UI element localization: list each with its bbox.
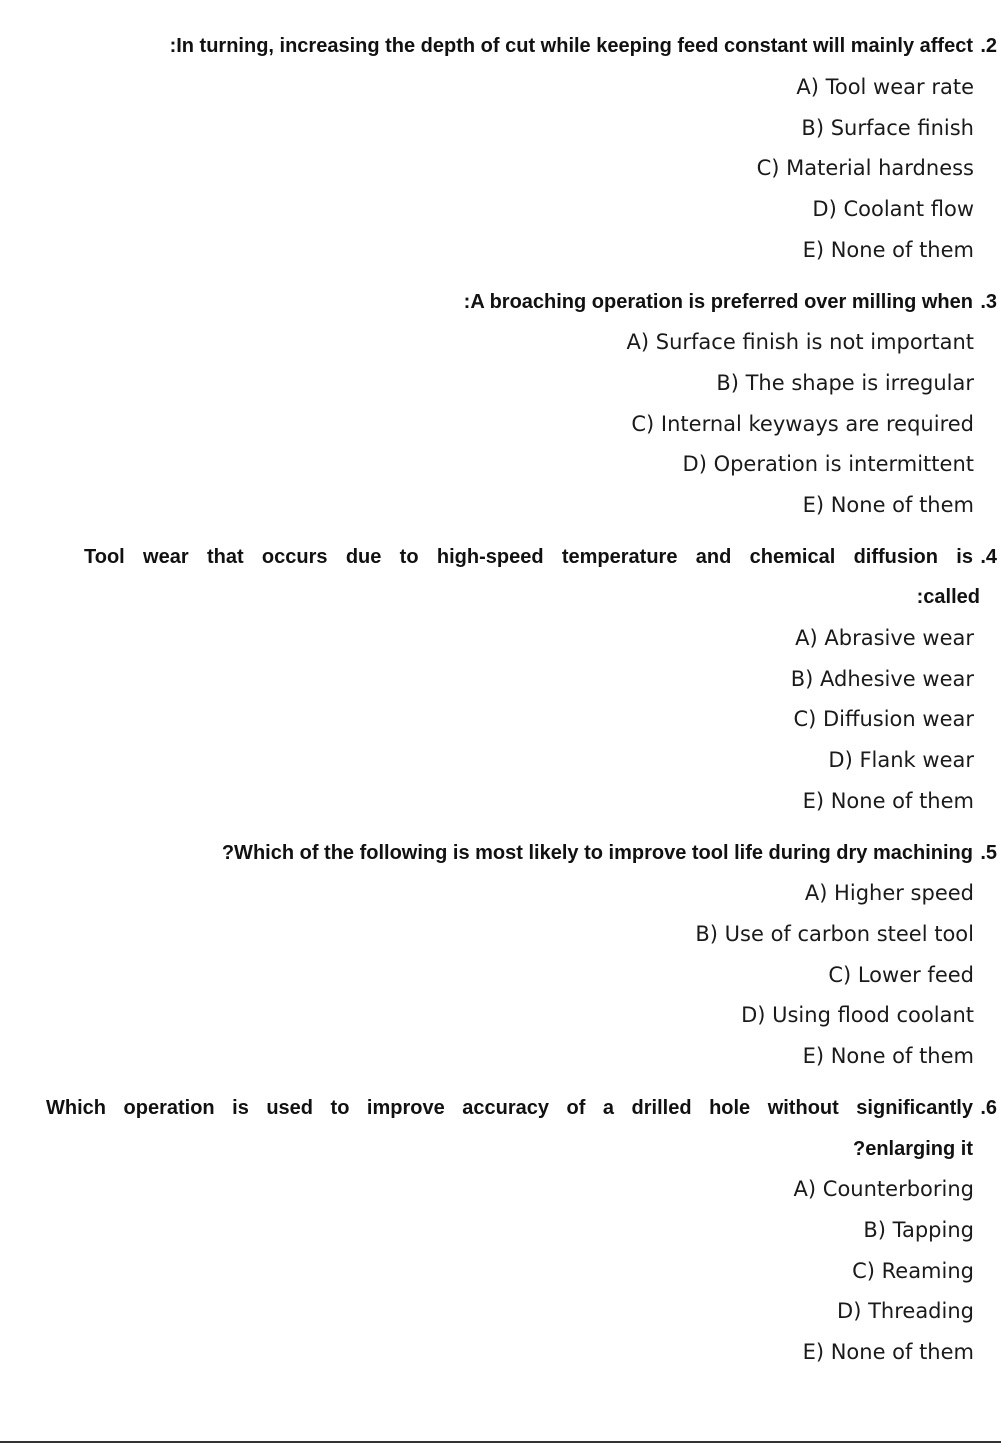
q6-option-d: D) Threading xyxy=(837,1299,974,1323)
question-4-text-line-2: :called xyxy=(916,586,980,608)
q4-option-b: B) Adhesive wear xyxy=(790,667,974,691)
question-5 xyxy=(0,841,1001,867)
q6-option-e: E) None of them xyxy=(802,1340,974,1364)
q6-option-a: A) Counterboring xyxy=(793,1177,974,1201)
question-4-number: .4 xyxy=(980,546,997,568)
question-4-text-line-1: Tool wear that occurs due to high-speed temperature and chemical diffusion is xyxy=(84,546,973,568)
question-6-text-line-2: ?enlarging it xyxy=(853,1138,973,1160)
q2-option-a: A) Tool wear rate xyxy=(796,75,974,99)
question-3-text: :A broaching operation is preferred over milling when xyxy=(463,291,973,313)
q3-option-e: E) None of them xyxy=(802,493,974,517)
question-6-text-line-1: Which operation is used to improve accuracy of a drilled hole without significantly xyxy=(46,1097,973,1119)
question-2-text: :In turning, increasing the depth of cut while keeping feed constant will mainly affect xyxy=(169,35,973,57)
q2-option-b: B) Surface finish xyxy=(801,116,974,140)
q3-option-d: D) Operation is intermittent xyxy=(682,452,974,476)
q5-option-a: A) Higher speed xyxy=(804,881,974,905)
question-5-text: ?Which of the following is most likely to improve tool life during dry machining xyxy=(221,842,973,864)
q5-option-c: C) Lower feed xyxy=(828,963,974,987)
q2-option-c: C) Material hardness xyxy=(756,156,974,180)
q4-option-c: C) Diffusion wear xyxy=(793,707,974,731)
question-6 xyxy=(0,1096,1001,1122)
q3-option-a: A) Surface finish is not important xyxy=(626,330,974,354)
q3-option-b: B) The shape is irregular xyxy=(716,371,974,395)
question-6-number: .6 xyxy=(980,1097,997,1119)
question-4 xyxy=(0,545,1001,571)
question-3-number: .3 xyxy=(980,291,997,313)
q4-option-a: A) Abrasive wear xyxy=(795,626,974,650)
q5-option-d: D) Using flood coolant xyxy=(741,1003,974,1027)
question-3 xyxy=(0,290,1001,316)
q4-option-d: D) Flank wear xyxy=(828,748,974,772)
q5-option-b: B) Use of carbon steel tool xyxy=(695,922,974,946)
question-2-number: .2 xyxy=(980,35,997,57)
question-5-number: .5 xyxy=(980,842,997,864)
question-4-continuation xyxy=(0,585,1001,611)
question-2 xyxy=(0,34,1001,60)
q6-option-b: B) Tapping xyxy=(863,1218,974,1242)
q3-option-c: C) Internal keyways are required xyxy=(631,412,974,436)
q2-option-d: D) Coolant flow xyxy=(812,197,974,221)
bottom-divider xyxy=(0,1441,1001,1443)
q5-option-e: E) None of them xyxy=(802,1044,974,1068)
q4-option-e: E) None of them xyxy=(802,789,974,813)
q2-option-e: E) None of them xyxy=(802,238,974,262)
question-6-continuation xyxy=(0,1137,1001,1163)
q6-option-c: C) Reaming xyxy=(852,1259,974,1283)
